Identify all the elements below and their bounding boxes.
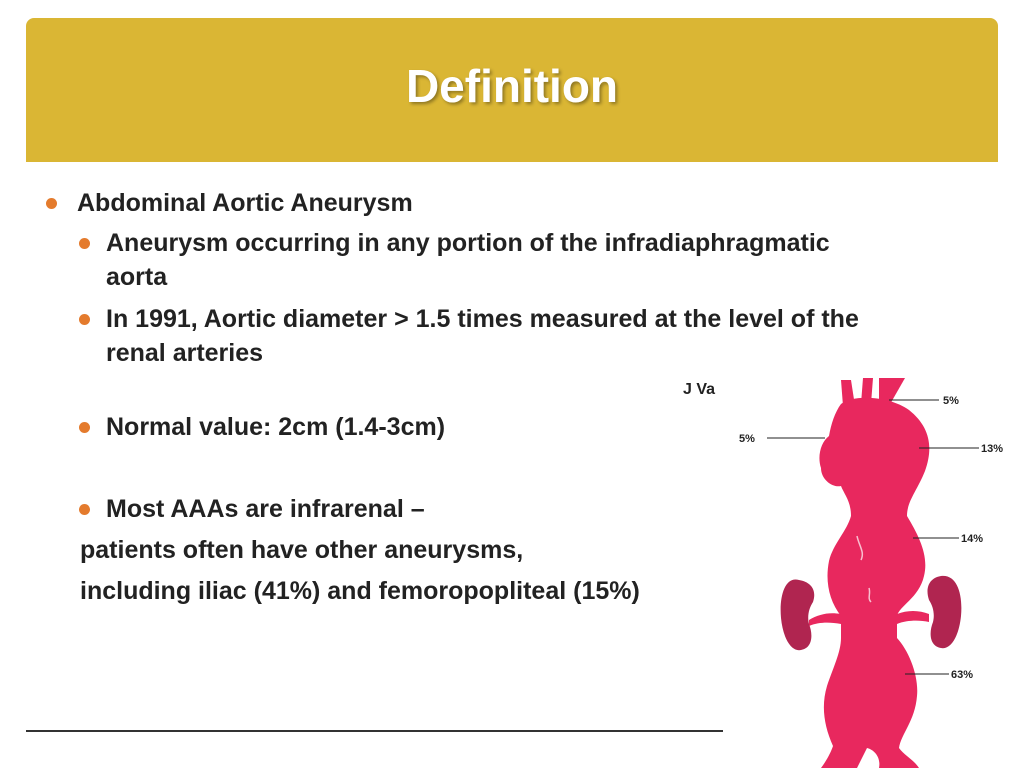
- bullet-icon: [79, 238, 90, 249]
- reference-fragment: J Va: [683, 381, 716, 398]
- bullet-1991-line2: renal arteries: [106, 339, 264, 367]
- bullet-icon: [79, 422, 90, 433]
- bullet-definition-line1: Aneurysm occurring in any portion of the infradiaphragmatic: [106, 229, 830, 257]
- label-left-arch: 5%: [739, 433, 755, 445]
- bullet-icon: [46, 198, 57, 209]
- aorta-diagram: [729, 376, 1024, 768]
- label-thoracoabdominal: 14%: [961, 533, 984, 545]
- label-infrarenal: 63%: [951, 669, 974, 681]
- aorta-body: [819, 398, 929, 768]
- label-descending-thoracic: 13%: [981, 443, 1004, 455]
- bullet-1991-line1: In 1991, Aortic diameter > 1.5 times measured at the level of the: [106, 305, 859, 333]
- slide-title: Definition: [405, 60, 619, 112]
- bullet-abdominal-aortic-aneurysm: Abdominal Aortic Aneurysm: [77, 189, 413, 217]
- bullet-infrarenal-line1: Most AAAs are infrarenal –: [106, 495, 425, 523]
- bullet-icon: [79, 314, 90, 325]
- bullet-infrarenal-line3: including iliac (41%) and femoropopliteal (15%): [80, 577, 640, 605]
- bullet-definition-line2: aorta: [106, 263, 168, 291]
- bullet-infrarenal-line2: patients often have other aneurysms,: [80, 536, 524, 564]
- bullet-icon: [79, 504, 90, 515]
- label-arch-top: 5%: [943, 395, 959, 407]
- footer-divider: [26, 730, 723, 732]
- bullet-normal-value: Normal value: 2cm (1.4-3cm): [106, 413, 446, 441]
